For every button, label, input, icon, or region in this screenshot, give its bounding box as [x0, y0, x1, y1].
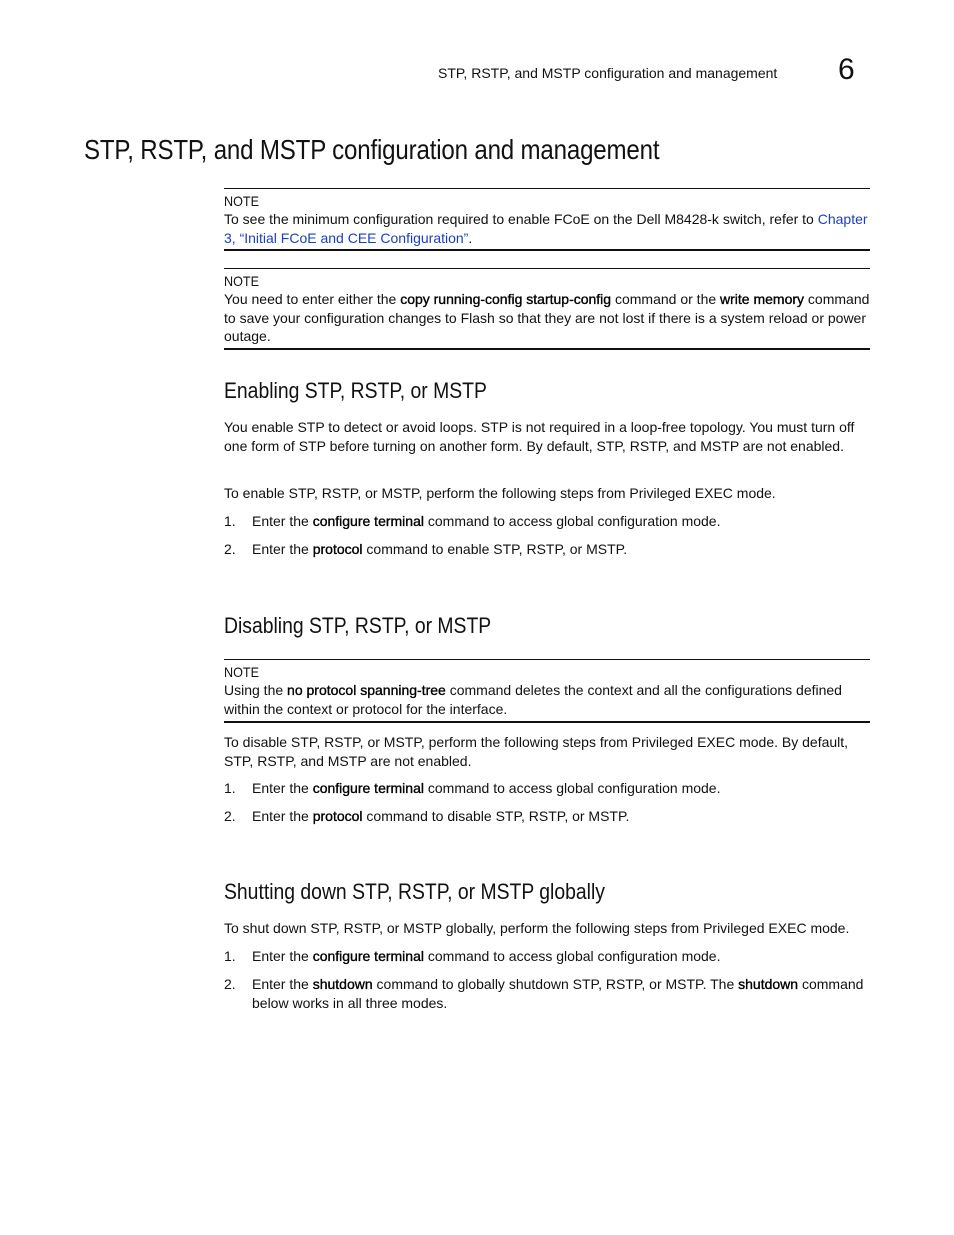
disabling-step-1: [224, 779, 870, 798]
enabling-step-1: [224, 512, 870, 531]
note-text: [224, 210, 870, 247]
command-protocol: protocol: [312, 808, 363, 824]
note-text-part: command to save your configuration changes to Flash so that they are not lost if there is a system reload or power outage.: [224, 291, 870, 344]
note-text-after: .: [468, 229, 473, 246]
disabling-paragraph-1: To disable STP, RSTP, or MSTP, perform the following steps from Privileged EXEC mode. By default, STP, RSTP, and MSTP are not enabled.: [224, 734, 849, 769]
step-text-part: command to access global configuration mode.: [423, 780, 721, 796]
disabling-step-2: [224, 807, 870, 826]
step-text: [252, 512, 870, 531]
running-header-title: STP, RSTP, and MSTP configuration and management: [438, 65, 778, 81]
step-number: 2.: [224, 541, 236, 557]
step-number: 1.: [224, 513, 236, 529]
enabling-paragraph-2: To enable STP, RSTP, or MSTP, perform the following steps from Privileged EXEC mode.: [224, 485, 776, 501]
command-shutdown: shutdown: [312, 976, 373, 992]
step-number: 1.: [224, 948, 236, 964]
note-label: NOTE: [224, 273, 260, 289]
note-text-part: command deletes the context and all the configurations defined within the context or protocol for the interface.: [224, 682, 842, 717]
step-number: 1.: [224, 780, 236, 796]
step-text: [252, 779, 870, 798]
chapter-number: 6: [838, 53, 855, 86]
section-heading-enabling: Enabling STP, RSTP, or MSTP: [224, 378, 487, 403]
step-text-part: Enter the: [252, 780, 313, 796]
note-text: [224, 681, 870, 718]
command-protocol: protocol: [312, 541, 363, 557]
note-box-save-config: [224, 268, 870, 350]
enabling-paragraph-1: You enable STP to detect or avoid loops. STP is not required in a loop-free topology. You must turn off one form of STP before turning on another form. By default, STP, RSTP, and MSTP are not enabled.: [224, 419, 855, 454]
chapter-3-link[interactable]: Chapter 3, “Initial FCoE and CEE Configuration”: [224, 211, 868, 246]
step-text-part: Enter the: [252, 976, 313, 992]
command-shutdown: shutdown: [738, 976, 799, 992]
step-text: [252, 947, 870, 966]
shutting-step-2: [224, 975, 870, 1012]
note-text: [224, 290, 870, 346]
command-copy-running-config: copy running-config startup-config: [400, 291, 612, 307]
step-text-part: Enter the: [252, 513, 313, 529]
page-title: STP, RSTP, and MSTP configuration and management: [84, 134, 660, 165]
step-text: [252, 975, 870, 1012]
note-text-before: To see the minimum configuration required to enable FCoE on the Dell M8428-k switch, refer to: [224, 211, 818, 227]
command-no-protocol-spanning-tree: no protocol spanning-tree: [287, 682, 446, 698]
note-box-fcoe: [224, 188, 870, 251]
shutting-step-1: [224, 947, 870, 966]
command-configure-terminal: configure terminal: [312, 948, 424, 964]
step-text-part: command to access global configuration mode.: [423, 948, 721, 964]
section-heading-shutting-down: Shutting down STP, RSTP, or MSTP globally: [224, 879, 605, 904]
note-text-part: Using the: [224, 682, 288, 698]
note-label: NOTE: [224, 193, 260, 209]
shutting-paragraph-1: To shut down STP, RSTP, or MSTP globally, perform the following steps from Privileged EXEC mode.: [224, 920, 850, 936]
step-text-part: Enter the: [252, 541, 313, 557]
step-text: [252, 540, 870, 559]
command-configure-terminal: configure terminal: [312, 513, 424, 529]
section-heading-disabling: Disabling STP, RSTP, or MSTP: [224, 613, 492, 638]
note-text-part: command or the: [611, 291, 721, 307]
note-text-part: You need to enter either the: [224, 291, 401, 307]
step-text-part: Enter the: [252, 808, 313, 824]
step-text-part: command to disable STP, RSTP, or MSTP.: [362, 808, 630, 824]
step-text-part: command to access global configuration mode.: [423, 513, 721, 529]
enabling-step-2: [224, 540, 870, 559]
step-text-part: command below works in all three modes.: [252, 976, 864, 1011]
command-configure-terminal: configure terminal: [312, 780, 424, 796]
command-write-memory: write memory: [720, 291, 805, 307]
step-text-part: command to enable STP, RSTP, or MSTP.: [362, 541, 628, 557]
note-box-no-protocol: [224, 659, 870, 723]
step-text-part: command to globally shutdown STP, RSTP, or MSTP. The: [372, 976, 739, 992]
note-label: NOTE: [224, 664, 260, 680]
step-number: 2.: [224, 808, 236, 824]
step-text-part: Enter the: [252, 948, 313, 964]
step-number: 2.: [224, 976, 236, 992]
step-text: [252, 807, 870, 826]
